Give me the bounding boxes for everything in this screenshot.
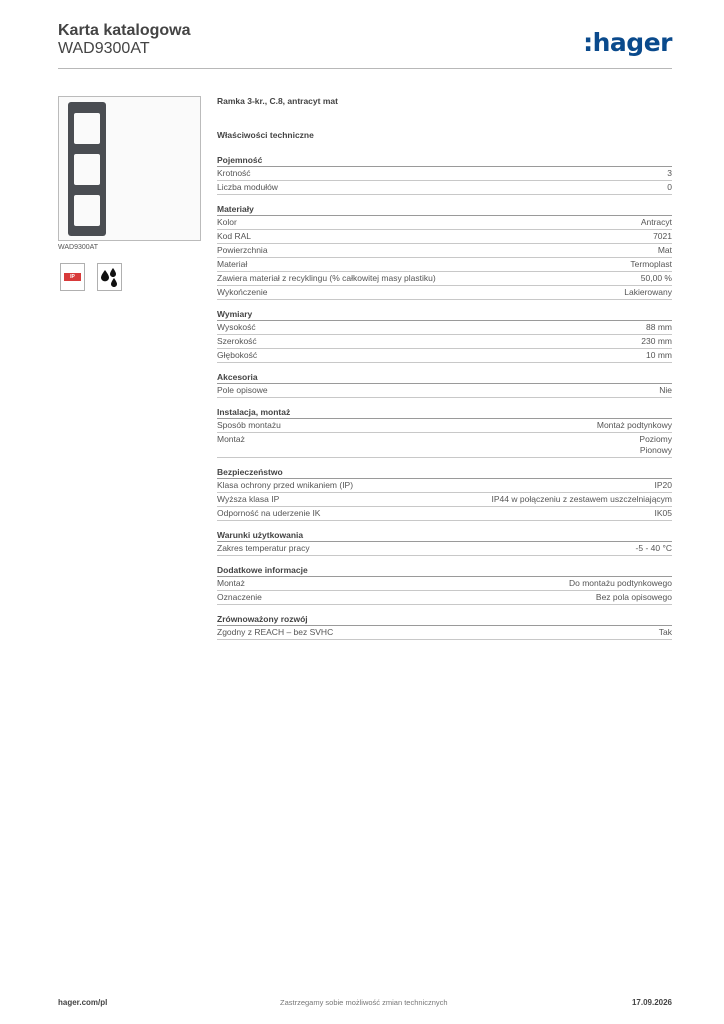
section-title: Pojemność: [217, 155, 672, 167]
spec-row: [217, 384, 672, 398]
spec-value: [655, 480, 673, 491]
properties-heading: Właściwości techniczne: [217, 130, 314, 140]
spec-value-line: 50,00 %: [640, 273, 672, 283]
spec-label: Kolor: [217, 217, 237, 227]
spec-value-line: 88 mm: [646, 322, 672, 332]
spec-label: Zawiera materiał z recyklingu (% całkowitej masy plastiku): [217, 273, 436, 283]
spec-label: Wyższa klasa IP: [217, 494, 280, 504]
spec-section: [217, 407, 672, 458]
spec-value: [667, 168, 672, 179]
spec-value-line: Mat: [657, 245, 672, 255]
spec-row: [217, 433, 672, 458]
section-title: Akcesoria: [217, 372, 672, 384]
spec-row: [217, 479, 672, 493]
product-name: Ramka 3-kr., C.8, antracyt mat: [217, 96, 338, 106]
spec-section: [217, 372, 672, 398]
spec-value: [659, 627, 672, 638]
footer-url: hager.com/pl: [58, 998, 108, 1007]
spec-label: Pole opisowe: [217, 385, 268, 395]
spec-value-line: 7021: [653, 231, 672, 241]
spec-row: [217, 577, 672, 591]
section-title: Wymiary: [217, 309, 672, 321]
spec-row: [217, 244, 672, 258]
spec-value-line: 10 mm: [646, 350, 672, 360]
water-drops-icon: [97, 263, 122, 291]
spec-value-line: 3: [667, 168, 672, 178]
spec-label: Klasa ochrony przed wnikaniem (IP): [217, 480, 354, 490]
spec-value-line: -5 - 40 °C: [635, 543, 672, 553]
page-header: [58, 22, 672, 70]
spec-value-line: IP44 w połączeniu z zestawem uszczelniającym: [491, 494, 672, 504]
spec-value: [646, 350, 672, 361]
spec-value: [569, 578, 672, 589]
spec-label: Materiał: [217, 259, 248, 269]
spec-value-line: Bez pola opisowego: [595, 592, 672, 602]
section-title: Zrównoważony rozwój: [217, 614, 672, 626]
image-caption: WAD9300AT: [58, 244, 99, 251]
spec-value-line: Nie: [659, 385, 672, 395]
spec-row: [217, 626, 672, 640]
spec-row: [217, 507, 672, 521]
spec-value-line: Do montażu podtynkowego: [568, 578, 672, 588]
spec-value: [597, 420, 672, 431]
frame-opening: [74, 195, 100, 226]
spec-row: [217, 349, 672, 363]
spec-label: Zgodny z REACH – bez SVHC: [217, 627, 334, 637]
footer-date: 17.09.2026: [631, 998, 672, 1007]
spec-value-line: 0: [667, 182, 672, 192]
spec-row: [217, 230, 672, 244]
spec-row: [217, 216, 672, 230]
spec-section: [217, 204, 672, 300]
spec-label: Głębokość: [217, 350, 258, 360]
document-code: WAD9300AT: [58, 40, 150, 57]
spec-label: Liczba modułów: [217, 182, 278, 192]
spec-value-line: Lakierowany: [624, 287, 672, 297]
spec-section: [217, 530, 672, 556]
spec-row: [217, 272, 672, 286]
section-title: Warunki użytkowania: [217, 530, 672, 542]
spec-row: [217, 542, 672, 556]
spec-value: [658, 245, 672, 256]
spec-section: [217, 614, 672, 640]
spec-label: Zakres temperatur pracy: [217, 543, 310, 553]
spec-label: Krotność: [217, 168, 251, 178]
spec-value-line: 230 mm: [641, 336, 672, 346]
hager-logo: :hager: [583, 28, 672, 57]
spec-value-line: Poziomy: [639, 434, 672, 444]
spec-value-line: IP20: [654, 480, 672, 490]
spec-value: [655, 508, 673, 519]
spec-label: Montaż: [217, 578, 245, 588]
spec-row: [217, 181, 672, 195]
spec-value: [492, 494, 672, 505]
spec-section: [217, 565, 672, 605]
product-image: [58, 96, 201, 241]
section-title: Materiały: [217, 204, 672, 216]
spec-value: [636, 543, 672, 554]
spec-label: Wykończenie: [217, 287, 268, 297]
document-title: Karta katalogowa: [58, 22, 191, 39]
spec-value: [659, 385, 672, 396]
spec-row: [217, 493, 672, 507]
spec-row: [217, 321, 672, 335]
spec-label: Odporność na uderzenie IK: [217, 508, 321, 518]
spec-section: [217, 467, 672, 521]
spec-value: [596, 592, 672, 603]
spec-value: [624, 287, 672, 298]
section-title: Dodatkowe informacje: [217, 565, 672, 577]
spec-label: Montaż: [217, 434, 245, 444]
spec-label: Sposób montażu: [217, 420, 281, 430]
spec-row: [217, 591, 672, 605]
spec-value-line: IK05: [654, 508, 672, 518]
frame-illustration: [68, 102, 106, 236]
spec-row: [217, 335, 672, 349]
section-title: Bezpieczeństwo: [217, 467, 672, 479]
spec-row: [217, 258, 672, 272]
spec-value-line: Termoplast: [630, 259, 672, 269]
spec-value-line: Tak: [658, 627, 672, 637]
spec-section: [217, 155, 672, 195]
frame-opening: [74, 154, 100, 185]
section-title: Instalacja, montaż: [217, 407, 672, 419]
spec-value: [646, 322, 672, 333]
spec-value: [653, 231, 672, 242]
spec-value: [641, 217, 672, 228]
spec-value: [630, 259, 672, 270]
spec-row: [217, 167, 672, 181]
spec-value: [641, 336, 672, 347]
spec-value-line: Montaż podtynkowy: [596, 420, 672, 430]
spec-value-line: Antracyt: [640, 217, 672, 227]
spec-sections: [217, 155, 672, 649]
spec-value: [639, 434, 672, 456]
spec-value-line: Pionowy: [639, 445, 672, 455]
spec-value: [667, 182, 672, 193]
spec-value: [641, 273, 672, 284]
spec-section: [217, 309, 672, 363]
header-divider: [58, 68, 672, 69]
spec-label: Szerokość: [217, 336, 257, 346]
spec-label: Oznaczenie: [217, 592, 262, 602]
spec-row: [217, 419, 672, 433]
spec-row: [217, 286, 672, 300]
spec-label: Kod RAL: [217, 231, 252, 241]
spec-label: Powierzchnia: [217, 245, 268, 255]
ip-rating-icon: IP: [60, 263, 85, 291]
frame-opening: [74, 113, 100, 144]
spec-label: Wysokość: [217, 322, 256, 332]
footer-notice: Zastrzegamy sobie możliwość zmian technicznych: [280, 998, 448, 1007]
